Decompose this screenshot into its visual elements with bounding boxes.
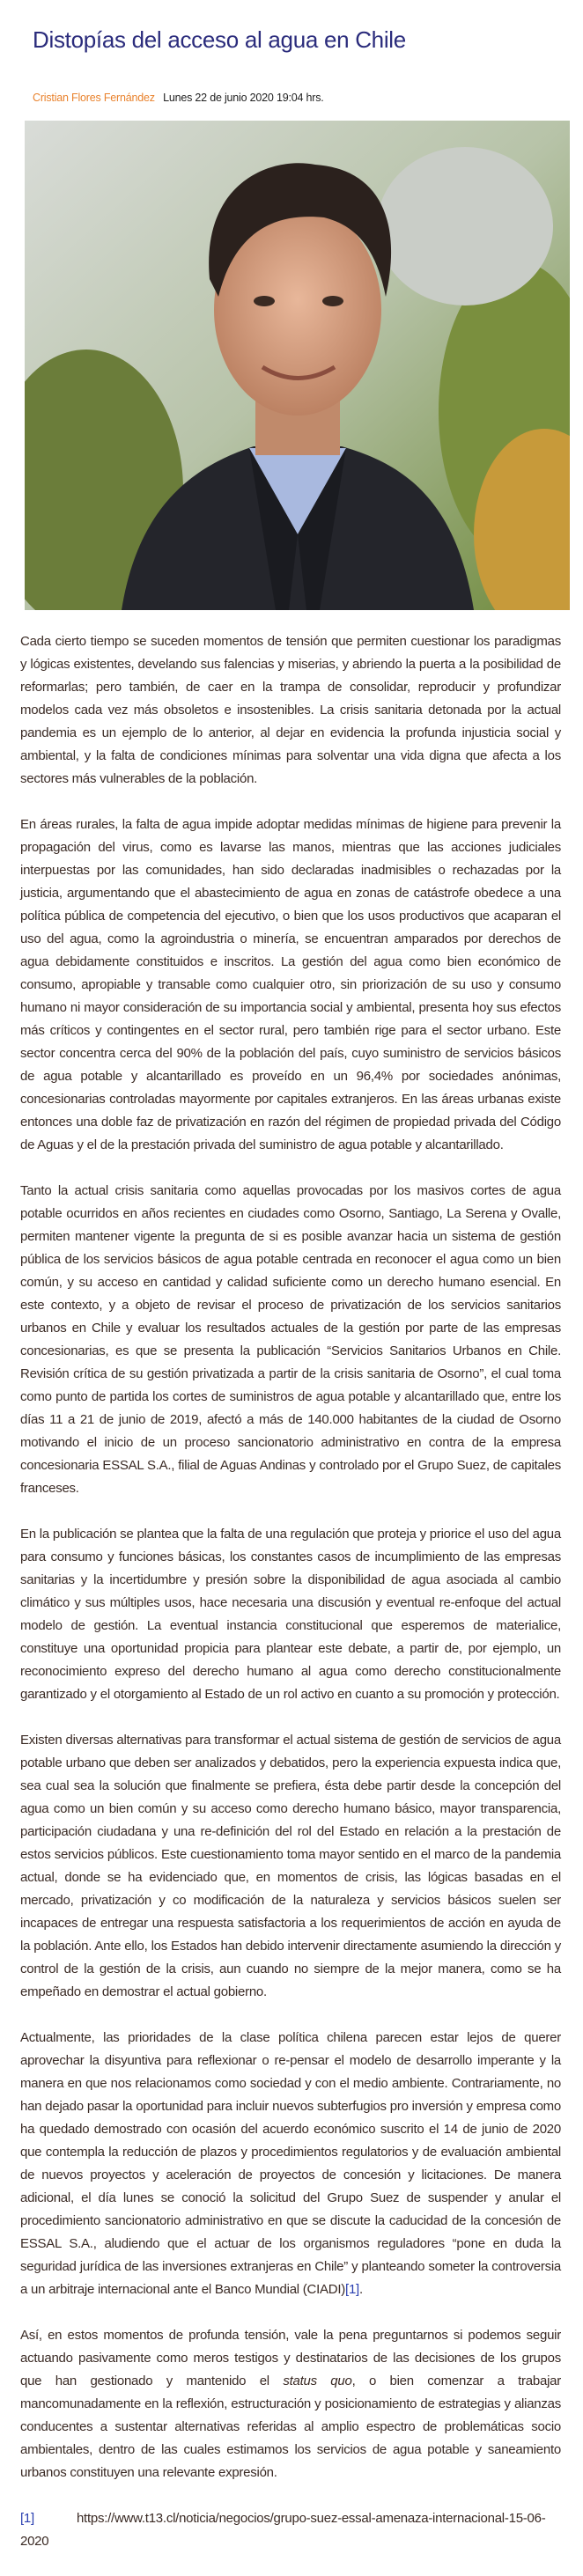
paragraph-end: . — [358, 2282, 363, 2297]
paragraph — [20, 2027, 561, 2301]
paragraph: Existen diversas alternativas para transformar el actual sistema de gestión de servicios de agua potable urbano que deben ser analizados y debatidos, pero la experiencia expuesta indica que, sea cual sea la solución que finalmente se prefiera, ésta debe partir desde la concepción del agua como un bien común y su acceso como derecho humano básico, mayor transparencia, participación ciudadana y una re-definición del rol del Estado en relación a la prestación de estos servicios públicos. Este cuestionamiento toma mayor sentido en el marco de la pandemia actual, donde se ha evidenciado que, en momentos de crisis, las lógicas basadas en el mercado, privatización y co modificación de la naturaleza y servicios básicos suelen ser incapaces de entregar una respuesta satisfactoria a los requerimientos de acción en ayuda de la población. Ante ello, los Estados han debido intervenir directamente asumiendo la dirección y control de la gestión de la crisis, aun cuando no siempre de la mejor manera, como se ha empeñado en demostrar el actual gobierno. — [20, 1733, 561, 1999]
italic-text: status quo — [283, 2374, 352, 2388]
paragraph: Tanto la actual crisis sanitaria como aquellas provocadas por los masivos cortes de agua potable ocurridos en años recientes en ciudades como Osorno, Santiago, La Serena y Ovalle, permiten mantener vigente la pregunta de si es posible avanzar hacia un sistema de gestión pública de los servicios básicos de agua potable centrada en reconocer el agua como un bien común, y su acceso en cantidad y calidad suficiente como un derecho humano esencial. En este contexto, y a objeto de revisar el proceso de privatización de los servicios sanitarios urbanos en Chile y evaluar los resultados actuales de la gestión por parte de las empresas concesionarias, es que se presenta la publicación “Servicios Sanitarios Urbanos en Chile. Revisión crítica de su gestión privatizada a partir de la crisis sanitaria de Osorno”, el cual toma como punto de partida los cortes de suministros de agua potable y alcantarillado que, entre los días 11 a 21 de junio de 2019, afectó a más de 140.000 habitantes de la ciudad de Osorno motivando el inicio de un proceso sancionatorio administrativo en contra de la empresa concesionaria ESSAL S.A., filial de Aguas Andinas y controlado por el Grupo Suez, de capitales franceses. — [20, 1183, 561, 1496]
paragraph-text: , o bien comenzar a trabajar mancomunadamente en la reflexión, estructuración y posicionamiento de estrategias y alianzas conducentes a sustentar alternativas referidas al amplio espectro de problemáticas socio ambientales, dentro de las cuales estimamos los servicios de agua potable y saneamiento urbanos constituyen una relevante expresión. — [20, 2374, 561, 2480]
publish-date: Lunes 22 de junio 2020 19:04 hrs. — [163, 92, 324, 104]
paragraph: Cada cierto tiempo se suceden momentos de tensión que permiten cuestionar los paradigmas y lógicas existentes, develando sus falencias y miserias, y abriendo la puerta a la posibilidad de reformarlas; pero también, de caer en la trampa de consolidar, reproducir y profundizar modelos cada vez más obsoletos e insostenibles. La crisis sanitaria detonada por la actual pandemia es un ejemplo de lo anterior, al dejar en evidencia la profunda injusticia social y ambiental, y la falta de condiciones mínimas para solventar una vida digna que afecta a los sectores más vulnerables de la población. — [20, 634, 561, 786]
article-body — [20, 630, 561, 2576]
footnote-url[interactable]: https://www.t13.cl/noticia/negocios/grupo-suez-essal-amenaza-internacional-15-06-2020 — [20, 2511, 546, 2549]
footnote-ref-link[interactable]: [1] — [345, 2282, 359, 2297]
author-link[interactable]: Cristian Flores Fernández — [33, 92, 155, 104]
author-photo — [25, 121, 570, 610]
footnote-back-link[interactable]: [1] — [20, 2511, 34, 2526]
article-meta — [33, 92, 324, 104]
paragraph-text: Actualmente, las prioridades de la clase política chilena parecen estar lejos de querer aprovechar la disyuntiva para reflexionar o re-pensar el modelo de desarrollo imperante y la manera en que nos relacionamos como sociedad y con el medio ambiente. Contrariamente, no han dejado pasar la oportunidad para incluir nuevos subterfugios pro inversión y empresa como ha quedado demostrado con ocasión del acuerdo económico suscrito el 14 de junio de 2020 que contempla la reducción de plazos y procedimientos regulatorios y de evaluación ambiental de nuevos proyectos y aceleración de proyectos de concesión y licitaciones. De manera adicional, el día lunes se conoció la solicitud del Grupo Suez de suspender y anular el procedimiento sancionatorio administrativo en que se discute la caducidad de la concesión de ESSAL S.A., aludiendo que el actuar de los organismos reguladores “pone en duda la seguridad jurídica de las inversiones extranjeras en Chile” y planteando someter la controversia a un arbitraje internacional ante el Banco Mundial (CIADI) — [20, 2030, 561, 2297]
paragraph — [20, 2324, 561, 2484]
paragraph: En la publicación se plantea que la falta de una regulación que proteja y priorice el uso del agua para consumo y funciones básicas, los constantes casos de incumplimiento de las empresas sanitarias y la incertidumbre y presión sobre la disponibilidad de agua asociada al cambio climático y sus múltiples usos, hace necesaria una discusión y eventual re-enfoque del actual modelo de gestión. La eventual instancia constitucional que esperemos de materialice, constituye una oportunidad propicia para plantear este debate, a partir de, por ejemplo, un reconocimiento expreso del derecho humano al agua como derecho constitucionalmente garantizado y el otorgamiento al Estado de un rol activo en cuanto a su promoción y protección. — [20, 1527, 561, 1702]
paragraph: En áreas rurales, la falta de agua impide adoptar medidas mínimas de higiene para prevenir la propagación del virus, como es lavarse las manos, mientras que las acciones judiciales interpuestas por las comunidades, han sido declaradas inadmisibles o rechazadas por la justicia, argumentando que el abastecimiento de agua en zonas de catástrofe obedece a una política pública de competencia del ejecutivo, o bien que los usos productivos que acaparan el uso del agua, como la agroindustria o minería, se encuentran amparados por derechos de agua debidamente constituidos e inscritos. La gestión del agua como bien económico de consumo, apropiable y transable como cualquier otro, sin priorización de su uso y consumo humano ni mayor consideración de su importancia social y ambiental, presenta hoy sus efectos más críticos y contingentes en el sector rural, pero también rige para el sector urbano. Este sector concentra cerca del 90% de la población del país, cuyo suministro de servicios básicos de agua potable y alcantarillado es proveído en un 96,4% por sociedades anónimas, concesionarias controladas mayormente por capitales extranjeros. En las áreas urbanas existe entonces una doble faz de privatización en razón del régimen de propiedad privada del Código de Aguas y el de la prestación privada del suministro de agua potable y alcantarillado. — [20, 817, 561, 1152]
footnote — [20, 2507, 561, 2553]
paragraph-text: Así, en estos momentos de profunda tensión, vale la pena preguntarnos si podemos seguir actuando pasivamente como meros testigos y destinatarios de las decisiones de los grupos que han gestionado y mantenido el — [20, 2328, 561, 2388]
article-title: Distopías del acceso al agua en Chile — [33, 26, 406, 53]
